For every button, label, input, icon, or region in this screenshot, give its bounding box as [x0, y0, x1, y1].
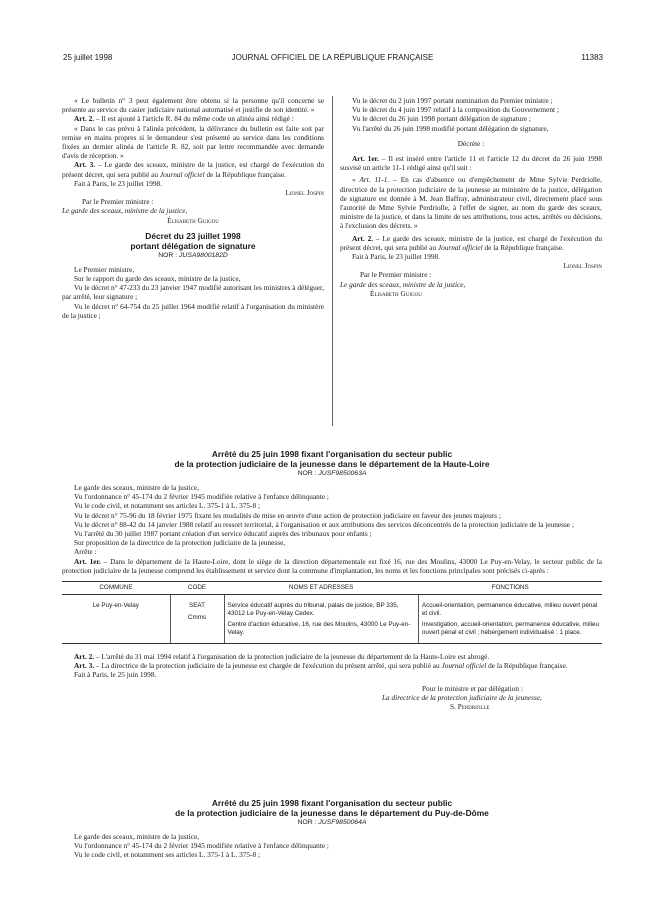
- paragraph: Vu le décret n° 88-42 du 14 janvier 1988 relatif au ressort territorial, à l'organisation et aux attributions des services déconcentrés de la protection judiciaire de la jeunesse ;: [74, 519, 574, 529]
- arrete-subtitle: de la protection judiciaire de la jeunesse dans le département de la Haute-Loire: [174, 459, 490, 469]
- column-header: FONCTIONS: [418, 582, 602, 595]
- article-3: [62, 160, 324, 178]
- nor-code: JUSF9850064A: [318, 819, 367, 826]
- paragraph: « Dans le cas prévu à l'alinéa précédent, la délivrance du bulletin est faite soit par remise en mains propres si le demandeur s'est présenté au service dans les conditions fixées au dernier alinéa de l'article R. 82, soit par lettre recommandée avec demande d'avis de réception. »: [62, 123, 324, 161]
- paragraph: Vu le code civil, et notamment ses articles L. 375-1 à L. 375-8 ;: [74, 501, 260, 511]
- decree-subtitle: portant délégation de signature: [130, 240, 256, 251]
- article-label: Art. 3.: [74, 160, 96, 170]
- paragraph: Le garde des sceaux, ministre de la justice,: [74, 832, 200, 841]
- article-text: – La directrice de la protection judiciaire de la jeunesse est chargée de l'exécution du présent arrêté, qui sera publié au: [94, 661, 442, 671]
- header-date: 25 juillet 1998: [63, 53, 113, 62]
- arrete-puy-de-dome: [62, 798, 602, 860]
- arrete-subtitle: de la protection judiciaire de la jeunesse dans le département du Puy-de-Dôme: [175, 808, 489, 818]
- article-2: [62, 114, 324, 123]
- article-label: « Art. 11-1.: [352, 175, 390, 185]
- article-text: – L'arrêté du 31 mai 1994 relatif à l'organisation de la protection judiciaire de la jeunesse du département de la Haute-Loire est abrogé.: [94, 652, 490, 662]
- function-value: Accueil-orientation, permanence éducative, milieu ouvert pénal et civil.: [421, 601, 598, 617]
- paragraph: Vu le décret n° 64-754 du 25 juillet 1964 modifié relatif à l'organisation du ministère de la justice ;: [62, 301, 324, 320]
- minister-name: Élisabeth Guigou: [167, 215, 219, 225]
- address-cell: [224, 594, 418, 643]
- paragraph: Vu le décret du 2 juin 1997 portant nomination du Premier ministre ;: [352, 96, 553, 105]
- article-text: – En cas d'absence ou d'empêchement de Mme Sylvie Perdriolle, directrice de la protection judiciaire de la jeunesse au ministère de la justice, délégation de signature est donnée à M. Jean Baffray, administrateur civil, directement placé sous l'autorité de Mme Sylvie Perdriolle, à l'effet de signer, au nom du garde des sceaux, ministre de la justice, et dans la limite de ses attributions, tous actes, arrêtés ou décisions, à l'exclusion des décrets. »: [340, 175, 602, 231]
- header-page-number: 11383: [581, 53, 603, 62]
- by-prime-minister: Par le Premier ministre :: [360, 270, 432, 280]
- signature-line: Pour le ministre et par délégation :: [422, 683, 523, 693]
- article-2: [62, 652, 602, 661]
- article-text: – Le garde des sceaux, ministre de la justice, est chargé de l'exécution du présent décret, qui sera publié au: [62, 160, 324, 179]
- address-value: Centre d'action éducative, 16, rue des Moulins, 43000 Le Puy-en-Velay.: [227, 621, 411, 637]
- article-text: – Il est ajouté à l'article R. 84 du même code un alinéa ainsi rédigé :: [94, 114, 294, 124]
- column-header: CODE: [170, 582, 224, 595]
- arrete-haute-loire: [62, 449, 602, 711]
- code-value: SEAT: [189, 601, 205, 609]
- paragraph: Sur le rapport du garde des sceaux, ministre de la justice,: [74, 274, 241, 284]
- nor-reference: [62, 818, 602, 828]
- nor-reference: [62, 469, 602, 479]
- nor-reference: [62, 251, 324, 261]
- column-header: NOMS ET ADRESSES: [224, 582, 418, 595]
- article-text: – Dans le département de la Haute-Loire, dont le siège de la direction départementale est fixé 16, rue des Moulins, 43000 Le Puy-en-Velay, le secteur public de la protection judiciaire de la jeunesse comprend les établissement et service dont la commune d'implantation, les noms et les fonctions principales sont précisés ci-après :: [62, 556, 603, 575]
- nor-label: NOR :: [158, 251, 180, 259]
- done-at: Fait à Paris, le 23 juillet 1998.: [74, 178, 162, 188]
- article-label: Art. 2.: [74, 652, 95, 662]
- article-label: Art. 2.: [74, 114, 95, 124]
- journal-name: Journal officiel: [159, 169, 205, 179]
- arrete-title: Arrêté du 25 juin 1998 fixant l'organisation du secteur public: [211, 798, 453, 808]
- paragraph: Vu l'arrêté du 26 juin 1998 modifié portant délégation de signature,: [352, 123, 549, 133]
- minister-name: Élisabeth Guigou: [370, 288, 422, 298]
- minister-title: Le garde des sceaux, ministre de la justice,: [62, 206, 188, 216]
- paragraph: Sur proposition de la directrice de la protection judiciaire de la jeunesse,: [74, 538, 286, 548]
- article-text: de la République française.: [486, 661, 568, 671]
- article-11-1: [340, 175, 602, 230]
- article-3: [62, 661, 602, 670]
- paragraph: Vu le décret du 26 juin 1998 portant délégation de signature ;: [352, 114, 531, 124]
- article-label: Art. 1er.: [74, 556, 101, 566]
- done-at: Fait à Paris, le 25 juin 1998.: [74, 670, 157, 680]
- arrete-title: Arrêté du 25 juin 1998 fixant l'organisation du secteur public: [211, 449, 453, 459]
- paragraph: Vu le code civil, et notamment ses articles L. 375-1 à L. 375-8 ;: [74, 850, 260, 860]
- article-text: – Le garde des sceaux, ministre de la justice, est chargé de l'exécution du présent décret, qui sera publié au: [340, 233, 602, 252]
- nor-code: JUSF9850063A: [318, 470, 367, 477]
- paragraph: « Le bulletin n° 3 peut également être obtenu si la personne qu'il concerne se présente au service du casier judiciaire national automatisé et justifie de son identité. »: [62, 96, 324, 115]
- paragraph: Vu le décret du 4 juin 1997 relatif à la composition du Gouvernement ;: [352, 105, 559, 115]
- article-label: Art. 3.: [74, 661, 95, 671]
- paragraph: Vu l'ordonnance n° 45-174 du 2 février 1945 modifiée relative à l'enfance délinquante ;: [74, 492, 329, 502]
- article-text: – Il est inséré entre l'article 11 et l'article 12 du décret du 26 juin 1998 susvisé un article 11-1 rédigé ainsi qu'il suit :: [340, 154, 602, 173]
- article-text: de la République française.: [482, 242, 564, 252]
- nor-code: JUSA9800182D: [179, 251, 228, 259]
- column-divider: [332, 96, 333, 426]
- decrete: Décrète :: [457, 138, 485, 148]
- nor-label: NOR :: [297, 470, 319, 477]
- signature-name: S. Perdriolle: [450, 702, 490, 712]
- header-title: JOURNAL OFFICIEL DE LA RÉPUBLIQUE FRANÇAISE: [231, 53, 434, 62]
- signatory: Lionel Jospin: [563, 261, 602, 271]
- article-2: [340, 234, 602, 252]
- paragraph: Vu le décret n° 75-96 du 18 février 1975 fixant les modalités de mise en œuvre d'une action de protection judiciaire en faveur des jeunes majeurs ;: [74, 510, 501, 520]
- function-cell: [418, 594, 602, 643]
- code-value: Cmms: [187, 613, 207, 621]
- journal-name: Journal officiel: [441, 661, 487, 671]
- done-at: Fait à Paris, le 23 juillet 1998.: [352, 252, 440, 262]
- journal-name: Journal officiel: [437, 242, 483, 252]
- address-value: Service éducatif auprès du tribunal, palais de justice, BP 335, 43012 Le Puy-en-Velay Cedex.: [227, 601, 399, 617]
- paragraph: Le garde des sceaux, ministre de la justice,: [74, 483, 200, 492]
- arrete-word: Arrête :: [74, 547, 97, 557]
- left-column: [62, 96, 324, 320]
- code-cell: [170, 594, 224, 643]
- table-row: [62, 594, 602, 643]
- commune-cell: Le Puy-en-Velay: [62, 594, 170, 643]
- paragraph: Vu l'ordonnance n° 45-174 du 2 février 1945 modifiée relative à l'enfance délinquante ;: [74, 841, 329, 851]
- signature-title: La directrice de la protection judiciaire de la jeunesse,: [382, 692, 542, 702]
- article-label: Art. 2.: [352, 233, 374, 243]
- paragraph: Vu l'arrêté du 30 juillet 1987 portant création d'un service éducatif auprès des tribunaux pour enfants ;: [74, 529, 372, 539]
- signatory: Lionel Jospin: [285, 188, 324, 198]
- nor-label: NOR :: [297, 819, 319, 826]
- article-1: [340, 154, 602, 172]
- by-prime-minister: Par le Premier ministre :: [82, 197, 154, 207]
- paragraph: Le Premier ministre,: [74, 264, 135, 274]
- paragraph: Vu le décret n° 47-233 du 23 janvier 1947 modifié autorisant les ministres à déléguer, par arrêté, leur signature ;: [62, 283, 325, 302]
- article-label: Art. 1er.: [352, 154, 379, 164]
- article-text: de la République française.: [204, 169, 286, 179]
- decree-title: Décret du 23 juillet 1998: [145, 230, 241, 241]
- column-header: COMMUNE: [62, 582, 170, 595]
- function-value: Investigation, accueil-orientation, permanence éducative, milieu ouvert pénal et civil ; hébergement individualisé : 1 place.: [421, 621, 600, 637]
- right-column: [340, 96, 602, 298]
- minister-title: Le garde des sceaux, ministre de la justice,: [340, 279, 466, 289]
- services-table: [62, 581, 602, 644]
- article-1: [62, 557, 602, 575]
- table-header-row: [62, 582, 602, 595]
